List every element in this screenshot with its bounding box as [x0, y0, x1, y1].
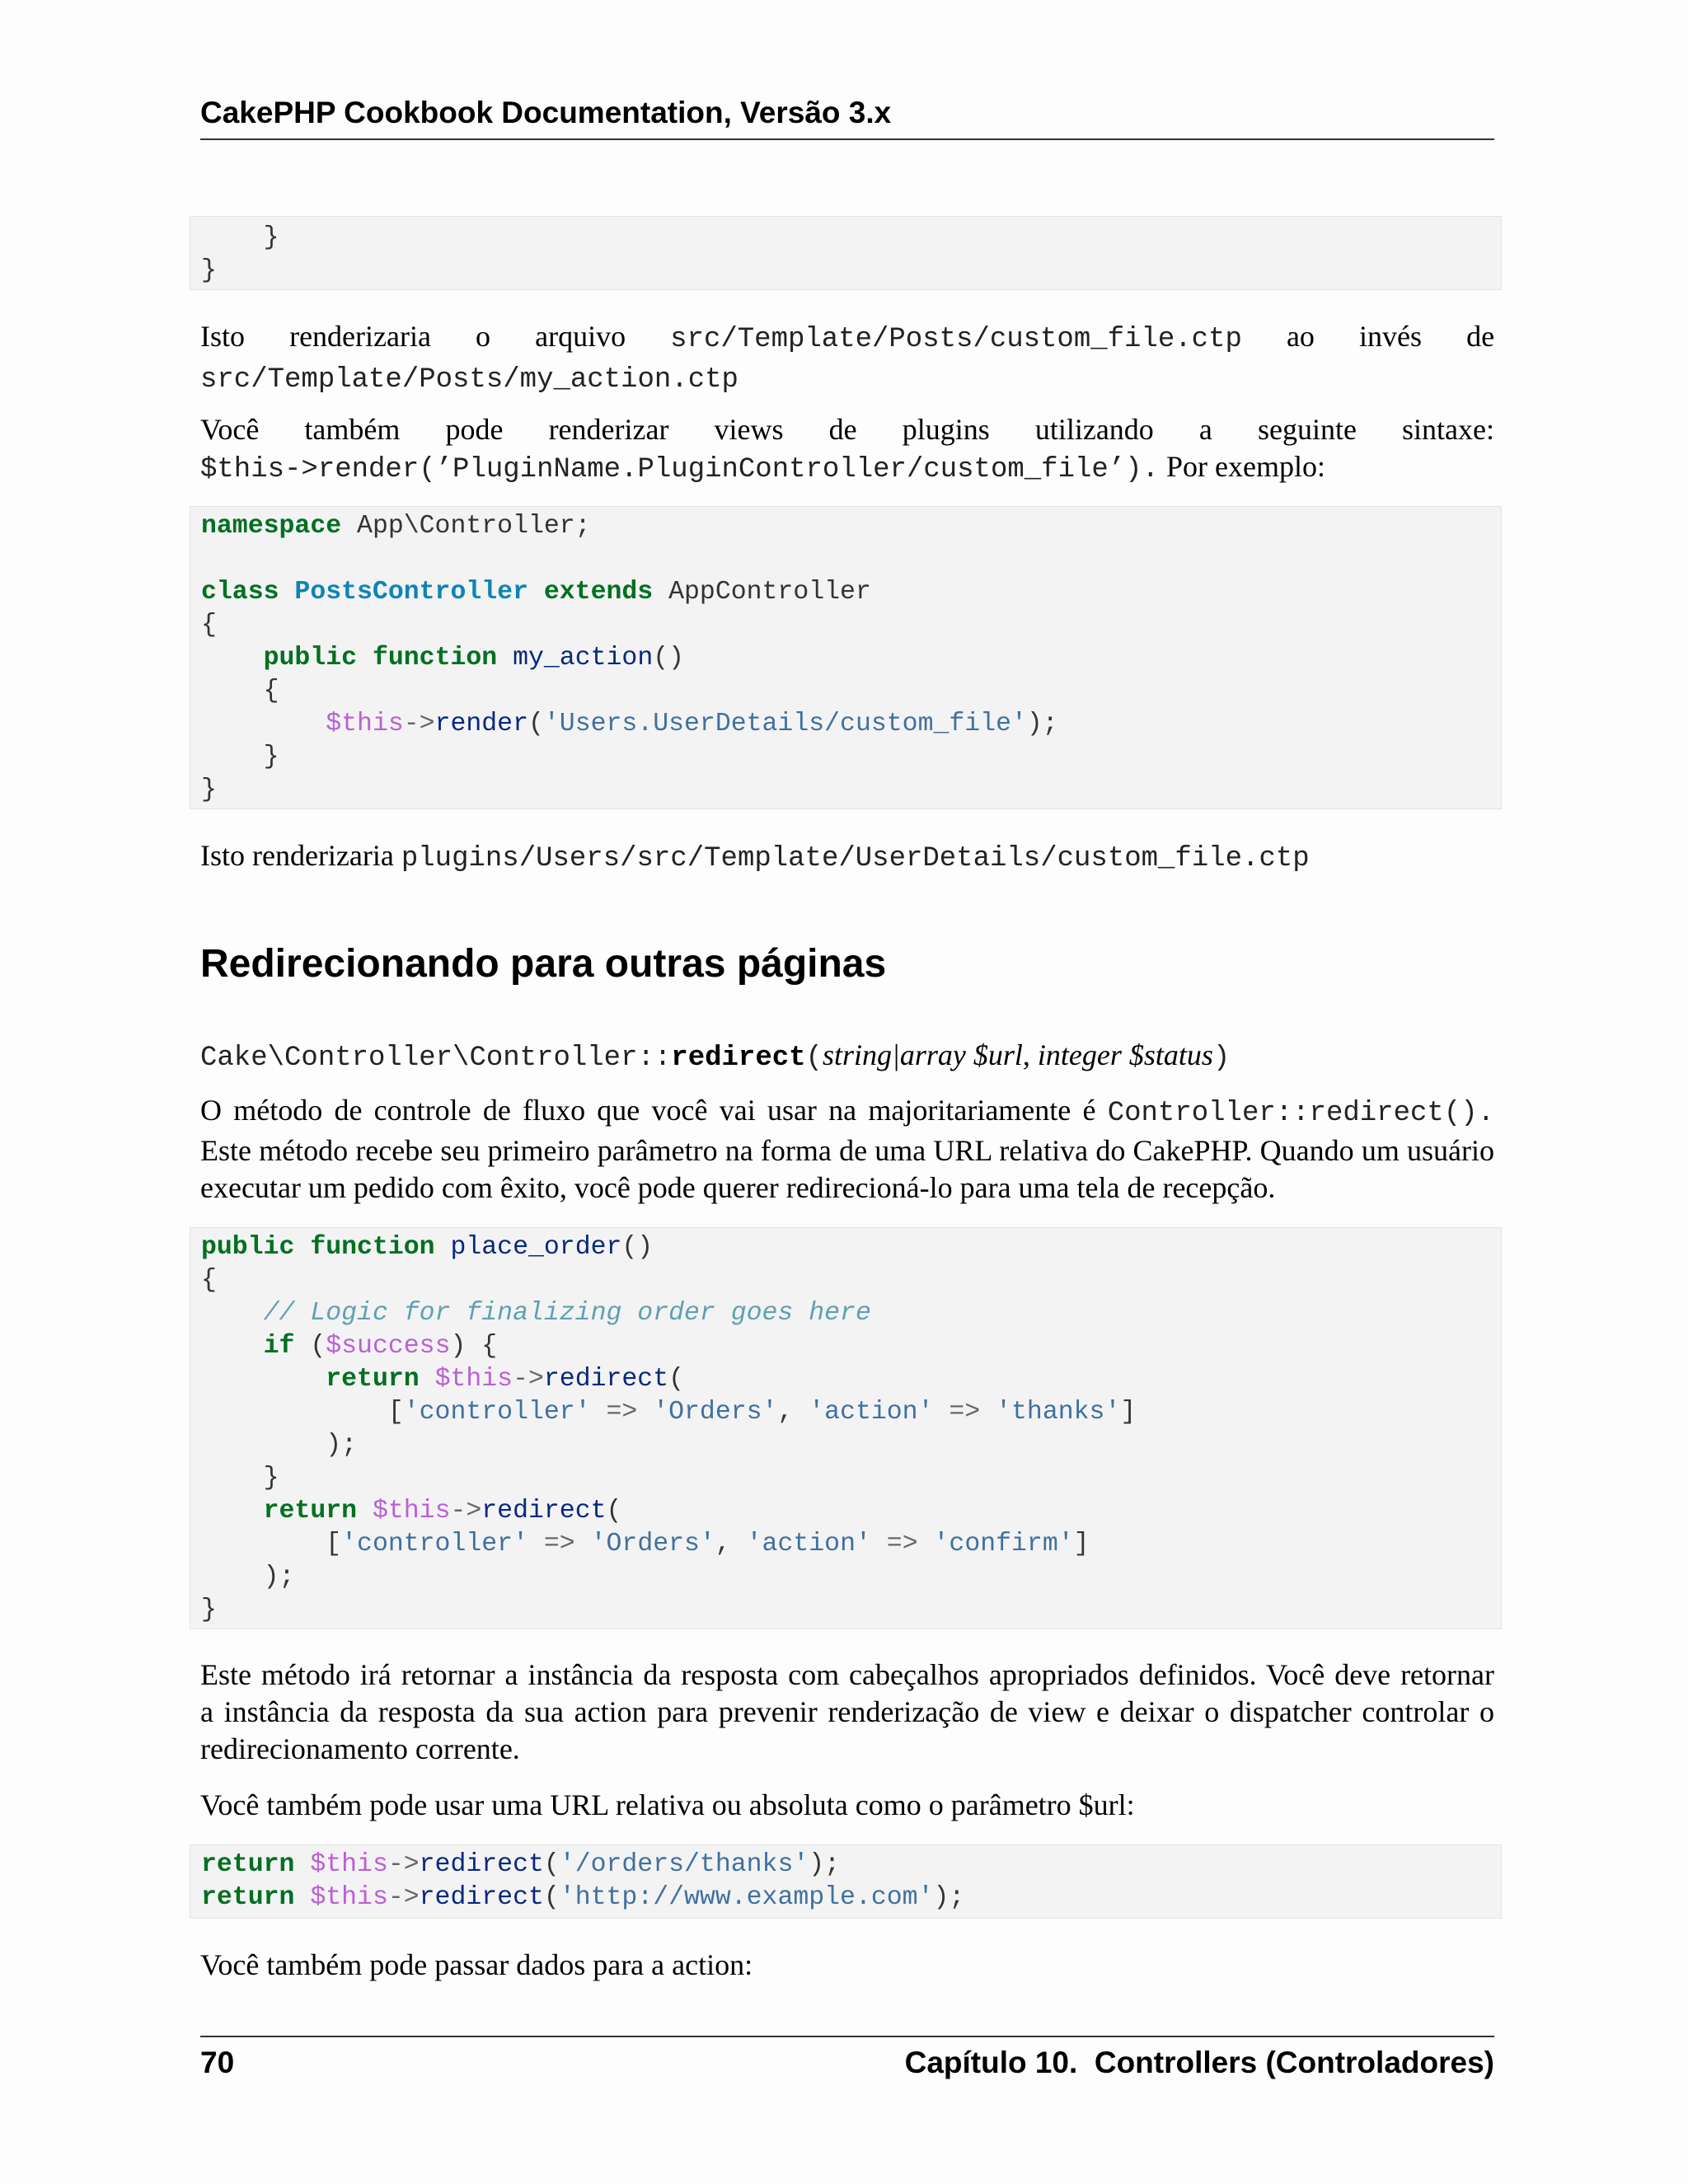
operator: => — [949, 1398, 981, 1427]
method-name: redirect — [481, 1497, 607, 1526]
text: , — [1022, 1038, 1038, 1071]
code-text: { — [201, 677, 279, 705]
signature-method: redirect — [671, 1043, 806, 1074]
word: invés — [1359, 320, 1423, 353]
keyword: return — [326, 1365, 420, 1394]
method-name: redirect — [543, 1365, 669, 1394]
code-text: } — [201, 1596, 217, 1624]
footer-row — [200, 2037, 1494, 2083]
chapter-title: Capítulo 10. Controllers (Controladores) — [904, 2046, 1494, 2079]
text: Você também pode passar dados para a action: — [200, 1948, 753, 1981]
class-name: PostsController — [294, 578, 528, 607]
code-block-place-order: public function place_order() { // Logic for finalizing order goes here if ($success) { return $this->redirect( ['controller' => 'Orders', 'action' => 'thanks'] ); } return $this->redirect( ['controller' => 'Orders', 'action' => 'confirm'] ); } — [190, 1227, 1502, 1629]
word: renderizar — [548, 413, 669, 446]
inline-code-path: src/Template/Posts/my_action.ctp — [200, 364, 738, 396]
code-text: ) — [1212, 1043, 1231, 1074]
code-text: ) { — [450, 1332, 498, 1361]
paragraph-line — [200, 448, 1494, 489]
code-block-posts-controller — [190, 506, 1502, 809]
word: views — [714, 413, 784, 446]
operator: -> — [387, 1883, 420, 1912]
method-signature — [200, 1037, 1230, 1077]
signature-param: string|array $url — [822, 1038, 1023, 1071]
code-line: } — [201, 256, 217, 285]
signature-param: integer $status — [1037, 1038, 1213, 1071]
code-text: () — [653, 644, 685, 673]
word: de — [828, 413, 857, 446]
text: O método de controle de fluxo que você vai usar na majoritariamente é — [200, 1094, 1108, 1127]
word: seguinte — [1257, 413, 1357, 446]
signature-class: Cake\Controller\Controller:: — [200, 1043, 672, 1074]
paragraph-redirect-return — [200, 1657, 1494, 1768]
code-text: ( — [528, 710, 544, 738]
method-name: render — [434, 710, 528, 738]
method-name: redirect — [419, 1850, 544, 1879]
page-footer — [200, 2036, 1494, 2083]
page-header — [200, 92, 1494, 140]
paragraph-redirect-intro — [200, 1092, 1494, 1207]
string: 'http://www.example.com' — [559, 1883, 934, 1912]
paragraph-plugin-views — [200, 411, 1494, 489]
string: 'action' — [746, 1530, 871, 1558]
comment: // Logic for finalizing order goes here — [263, 1299, 871, 1328]
inline-code-path: plugins/Users/src/Template/UserDetails/custom_file.ctp — [401, 843, 1310, 874]
string: 'Users.UserDetails/custom_file' — [543, 710, 1027, 738]
code-text: ( — [668, 1365, 685, 1394]
code-text: ( — [606, 1497, 622, 1526]
variable: $this — [310, 1883, 388, 1912]
code-text: AppController — [653, 578, 871, 607]
header-rule — [200, 138, 1494, 140]
string: 'Orders' — [653, 1398, 778, 1427]
paragraph-url-param — [200, 1787, 1494, 1824]
keyword: extends — [543, 578, 654, 607]
string: 'confirm' — [933, 1530, 1074, 1558]
code-text: } — [263, 1464, 279, 1493]
word: Isto — [200, 320, 245, 353]
header-title: CakePHP Cookbook Documentation, Versão 3.x — [200, 96, 892, 129]
operator: => — [886, 1530, 918, 1558]
code-text: ); — [326, 1431, 358, 1460]
text: Isto renderizaria — [200, 839, 401, 872]
string: 'controller' — [403, 1398, 591, 1427]
string: 'action' — [809, 1398, 934, 1427]
inline-code-path: src/Template/Posts/custom_file.ctp — [670, 324, 1242, 355]
inline-code: $this->render(’PluginName.PluginController/custom_file’). — [200, 454, 1159, 485]
word: pode — [445, 413, 504, 446]
paragraph-render-file — [200, 318, 1494, 399]
variable: $success — [326, 1332, 451, 1361]
code-line: } — [201, 223, 279, 252]
string: 'controller' — [341, 1530, 528, 1558]
keyword: if — [263, 1332, 295, 1361]
word: Você — [200, 413, 260, 446]
keyword: return — [201, 1883, 295, 1912]
paragraph-pass-data — [200, 1947, 1494, 1984]
operator: -> — [513, 1365, 544, 1394]
code-text: ( — [543, 1883, 560, 1912]
code-text: ); — [1026, 710, 1058, 738]
code-block-redirect-urls — [190, 1844, 1502, 1919]
paragraph-line: redirecionamento corrente. — [200, 1732, 520, 1765]
code-text: ); — [933, 1883, 965, 1912]
keyword: return — [263, 1497, 358, 1526]
word: de — [1466, 320, 1495, 353]
code-text: ( — [805, 1043, 823, 1074]
string: '/orders/thanks' — [559, 1850, 809, 1879]
code-text: ( — [543, 1850, 560, 1879]
word: plugins — [902, 413, 990, 446]
method-name: redirect — [419, 1883, 544, 1912]
operator: -> — [450, 1497, 482, 1526]
keyword: function — [310, 1233, 435, 1262]
code-text: { — [201, 1266, 217, 1295]
code-text: ); — [809, 1850, 841, 1879]
keyword: function — [372, 644, 498, 673]
code-text: () — [621, 1233, 654, 1262]
paragraph-line — [200, 359, 1494, 399]
code-text: App\Controller; — [341, 512, 591, 541]
operator: => — [543, 1530, 575, 1558]
code-text: } — [201, 776, 217, 804]
keyword: namespace — [201, 512, 342, 541]
string: 'Orders' — [590, 1530, 715, 1558]
text: Por exemplo: — [1159, 450, 1325, 483]
operator: -> — [387, 1850, 420, 1879]
keyword: public — [263, 644, 358, 673]
paragraph-line: Este método irá retornar a instância da resposta com cabeçalhos apropriados definidos. Você deve retornar — [200, 1658, 1494, 1691]
function-name: place_order — [450, 1233, 622, 1262]
word: renderizaria — [289, 320, 431, 353]
word: a — [1198, 413, 1212, 446]
operator: -> — [403, 710, 435, 738]
word: o — [476, 320, 491, 353]
word: utilizando — [1034, 413, 1154, 446]
word: ao — [1286, 320, 1315, 353]
paragraph-plugin-path — [200, 837, 1494, 878]
word: arquivo — [535, 320, 626, 353]
code-block-closing — [190, 216, 1502, 290]
page-number: 70 — [200, 2046, 235, 2079]
section-heading: Redirecionando para outras páginas — [200, 942, 887, 986]
paragraph-line: executar um pedido com êxito, você pode querer redirecioná-lo para uma tela de recepção. — [200, 1171, 1276, 1204]
keyword: return — [201, 1850, 295, 1879]
keyword: class — [201, 578, 279, 607]
code-text: } — [201, 743, 279, 771]
text: Você também pode usar uma URL relativa ou absoluta como o parâmetro $url: — [200, 1788, 1135, 1821]
paragraph-line: Este método recebe seu primeiro parâmetro na forma de uma URL relativa do CakePHP. Quando um usuário — [200, 1134, 1494, 1167]
variable: $this — [326, 710, 404, 738]
variable: $this — [372, 1497, 451, 1526]
code-text: { — [201, 611, 217, 640]
paragraph-line: a instância da resposta da sua action para prevenir renderização de view e deixar o dispatcher controlar o — [200, 1695, 1494, 1728]
word: sintaxe: — [1402, 413, 1495, 446]
paragraph-line — [200, 411, 1494, 448]
paragraph-line — [200, 318, 1494, 359]
code-text: ); — [263, 1563, 295, 1591]
string: 'thanks' — [996, 1398, 1121, 1427]
keyword: public — [201, 1233, 295, 1262]
function-name: my_action — [513, 644, 654, 673]
variable: $this — [310, 1850, 388, 1879]
paragraph-line — [200, 1092, 1494, 1132]
inline-code: Controller::redirect(). — [1107, 1098, 1494, 1129]
variable: $this — [434, 1365, 513, 1394]
operator: => — [606, 1398, 638, 1427]
word: também — [304, 413, 401, 446]
